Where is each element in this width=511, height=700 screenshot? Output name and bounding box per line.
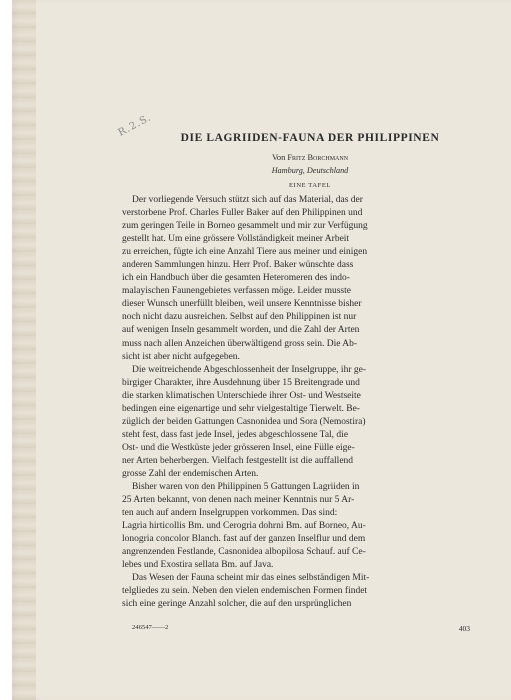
text-line: birgiger Charakter, ihre Ausdehnung über 15 Breitengrade und — [122, 377, 360, 388]
paragraph — [122, 481, 498, 572]
author-prefix: Von — [271, 153, 286, 162]
margin-scribble: R.2.S. — [116, 112, 154, 139]
printer-signature: 246547——2 — [132, 623, 169, 631]
article-title: DIE LAGRIIDEN-FAUNA DER PHILIPPINEN — [180, 132, 440, 144]
paragraph — [122, 194, 498, 364]
text-line: sicht ist aber nicht aufgegeben. — [122, 351, 240, 362]
text-line: grosse Zahl der endemischen Arten. — [122, 468, 259, 479]
text-line: zum geringen Teile in Borneo gesammelt und mir zur Verfügung — [122, 221, 368, 232]
text-line: ner Arten beherbergen. Vielfach festgestellt ist die auffallend — [122, 455, 354, 466]
text-line: muss nach allen Anzeichen überwältigend gross sein. Die Ab- — [122, 338, 358, 349]
author-name: Fritz Borchmann — [287, 153, 349, 162]
page-number: 403 — [458, 623, 470, 633]
text-line: lonogria concolor Blanch. fast auf der ganzen Inselflur und dem — [122, 534, 366, 545]
text-line: zu erreichen, fügte ich eine Anzahl Tiere aus meiner und einigen — [122, 247, 368, 258]
text-line: züglich der beiden Gattungen Casnonidea und Sora (Nemostira) — [122, 416, 366, 427]
text-line: auf wenigen Inseln gesammelt worden, und die Zahl der Arten — [122, 325, 360, 336]
text-line: anderen Sammlungen hinzu. Herr Prof. Baker wünschte dass — [122, 260, 354, 271]
text-line: die starken klimatischen Unterschiede ihrer Ost- und Westseite — [122, 390, 361, 401]
paragraph — [122, 364, 498, 481]
text-line: Bisher waren von den Philippinen 5 Gattungen Lagriiden in — [132, 482, 360, 493]
text-line: 25 Arten bekannt, von denen nach meiner Kenntnis nur 5 Ar- — [122, 495, 355, 506]
text-line: telgliedes zu sein. Neben den vielen endemischen Formen findet — [122, 586, 368, 597]
worn-page-edge — [12, 0, 36, 700]
text-line: dieser Wunsch unerfüllt bleiben, weil unsere Kenntnisse bisher — [122, 299, 362, 310]
author-location: Hamburg, Deutschland — [271, 166, 349, 175]
article-body — [122, 194, 498, 612]
text-line: ich ein Handbuch über die gesamten Heteromeren des indo- — [122, 273, 350, 284]
text-line: Ost- und die Westküste jeder grösseren Insel, eine Fülle eige- — [122, 442, 355, 453]
text-line: Der vorliegende Versuch stützt sich auf das Material, das der — [132, 195, 363, 205]
text-line: noch nicht dazu ausreichen. Selbst auf den Philippinen ist nur — [122, 312, 357, 323]
page-footer — [122, 624, 498, 634]
author-line — [122, 153, 498, 162]
text-line: sich eine geringe Anzahl solcher, die auf den ursprünglichen — [122, 599, 352, 610]
text-line: steht fest, dass fast jede Insel, jedes abgeschlossene Tal, die — [122, 429, 349, 440]
plate-note: EINE TAFEL — [288, 182, 331, 189]
text-line: Das Wesen der Fauna scheint mir das eines selbständigen Mit- — [132, 573, 370, 584]
text-line: lebes und Exostira sellata Bm. auf Java. — [122, 560, 274, 571]
text-line: angrenzenden Festlande, Casnonidea albopilosa Schauf. auf Ce- — [122, 547, 366, 558]
text-line: gestellt hat. Um eine grössere Vollständigkeit meiner Arbeit — [122, 234, 350, 245]
text-line: verstorbene Prof. Charles Fuller Baker auf den Philippinen und — [122, 208, 363, 219]
text-line: Lagria hirticollis Bm. und Cerogria dohrni Bm. auf Borneo, Au- — [122, 521, 366, 532]
text-line: ten auch auf andern Inselgruppen vorkommen. Das sind: — [122, 508, 338, 519]
text-line: bedingen eine eigenartige und sehr vielgestaltige Tierwelt. Be- — [122, 403, 360, 414]
text-line: malayischen Faunengebietes verfassen möge. Leider musste — [122, 286, 351, 297]
paragraph — [122, 572, 498, 611]
text-line: Die weitreichende Abgeschlossenheit der Inselgruppe, ihr ge- — [132, 364, 366, 375]
article — [122, 132, 498, 634]
